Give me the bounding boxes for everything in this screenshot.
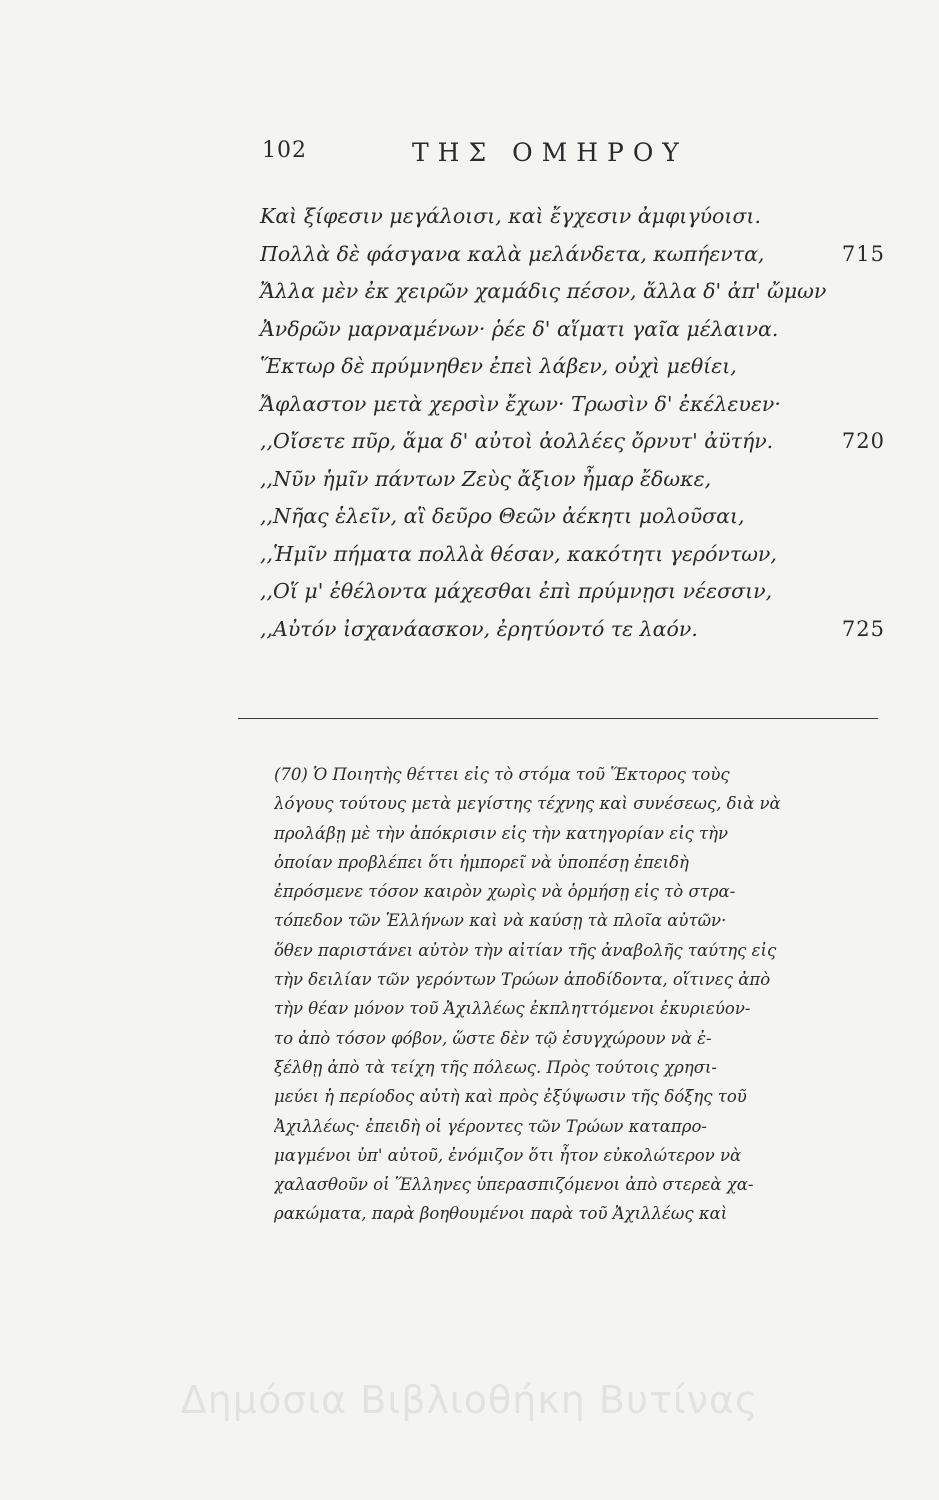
footnote-line: ὁποίαν προβλέπει ὅτι ἠμπορεῖ νὰ ὑποπέσῃ ἐπειδὴ <box>274 852 689 872</box>
running-title: ΤΗΣ ΟΜΗΡΟΥ <box>412 138 688 167</box>
footnote-line: το ἀπὸ τόσον φόβον, ὥστε δὲν τῷ ἐσυγχώρουν νὰ ἐ- <box>274 1028 712 1048</box>
verse-line <box>260 273 885 311</box>
verse-text: Πολλὰ δὲ φάσγανα καλὰ μελάνδετα, κωπήεντα, <box>260 241 765 266</box>
verse-line <box>260 423 885 461</box>
verse-block <box>260 198 885 648</box>
verse-line <box>260 236 885 274</box>
verse-line <box>260 386 885 424</box>
verse-text: ,,Αὐτόν ἰσχανάασκον, ἐρητύοντό τε λαόν. <box>260 616 698 641</box>
footnote-block <box>274 760 874 1229</box>
library-watermark: Δημόσια Βιβλιοθήκη Βυτίνας <box>180 1378 759 1422</box>
verse-text: ,,Νῆας ἑλεῖν, αἳ δεῦρο Θεῶν ἀέκητι μολοῦσαι, <box>260 504 745 528</box>
verse-text: Ἀνδρῶν μαρναμένων· ῥέε δ' αἵματι γαῖα μέλαινα. <box>260 316 779 341</box>
verse-line <box>260 498 885 536</box>
page-header <box>262 138 882 168</box>
verse-line <box>260 198 885 236</box>
verse-number: 715 <box>841 241 885 266</box>
footnote-line: τόπεδον τῶν Ἑλλήνων καὶ νὰ καύσῃ τὰ πλοῖα αὐτῶν· <box>274 911 727 931</box>
page-number: 102 <box>262 138 307 163</box>
footnote-divider <box>238 718 878 719</box>
footnote-line: ξέλθῃ ἀπὸ τὰ τείχη τῆς πόλεως. Πρὸς τούτοις χρησι- <box>274 1057 718 1077</box>
footnote-line: χαλασθοῦν οἱ Ἕλληνες ὑπερασπιζόμενοι ἀπὸ στερεὰ χα- <box>274 1175 754 1195</box>
verse-text: ,,Ἡμῖν πήματα πολλὰ θέσαν, κακότητι γερόντων, <box>260 541 777 566</box>
footnote-line: τὴν δειλίαν τῶν γερόντων Τρώων ἀποδίδοντα, οἵτινες ἀπὸ <box>274 970 771 990</box>
verse-text: ,,Οἵ μ' ἐθέλοντα μάχεσθαι ἐπὶ πρύμνῃσι νέεσσιν, <box>260 579 773 603</box>
verse-text: ,,Νῦν ἡμῖν πάντων Ζεὺς ἄξιον ἦμαρ ἔδωκε, <box>260 466 712 491</box>
verse-number: 725 <box>841 616 885 641</box>
verse-number: 720 <box>841 429 885 453</box>
verse-line <box>260 611 885 649</box>
footnote-line: λόγους τούτους μετὰ μεγίστης τέχνης καὶ συνέσεως, διὰ νὰ <box>274 794 781 814</box>
verse-text: Ἄλλα μὲν ἐκ χειρῶν χαμάδις πέσον, ἄλλα δ' ἀπ' ὤμων <box>260 279 827 303</box>
verse-line <box>260 311 885 349</box>
footnote-line: τὴν θέαν μόνον τοῦ Ἀχιλλέως ἐκπληττόμενοι ἐκυριεύον- <box>274 999 751 1019</box>
footnote-line: ρακώματα, παρὰ βοηθουμένοι παρὰ τοῦ Ἀχιλλέως καὶ <box>274 1204 728 1224</box>
verse-line <box>260 348 885 386</box>
footnote-line: ἐπρόσμενε τόσον καιρὸν χωρὶς νὰ ὁρμήσῃ εἰς τὸ στρα- <box>274 882 736 902</box>
verse-line <box>260 536 885 574</box>
footnote-line: μεύει ἡ περίοδος αὐτὴ καὶ πρὸς ἐξύψωσιν τῆς δόξης τοῦ <box>274 1087 747 1107</box>
verse-text: Καὶ ξίφεσιν μεγάλοισι, καὶ ἔγχεσιν ἀμφιγύοισι. <box>260 204 761 228</box>
verse-text: Ἄφλαστον μετὰ χερσὶν ἔχων· Τρωσὶν δ' ἐκέλευεν· <box>260 391 781 416</box>
footnote-line: (70) Ὁ Ποιητὴς θέττει εἰς τὸ στόμα τοῦ Ἕκτορος τοὺς <box>274 765 730 784</box>
footnote-line: Ἀχιλλέως· ἐπειδὴ οἱ γέροντες τῶν Τρώων καταπρο- <box>274 1116 707 1136</box>
footnote-line: προλάβῃ μὲ τὴν ἀπόκρισιν εἰς τὴν κατηγορίαν εἰς τὴν <box>274 823 729 843</box>
footnote-line: ὅθεν παριστάνει αὐτὸν τὴν αἰτίαν τῆς ἀναβολῆς ταύτης εἰς <box>274 940 777 960</box>
verse-line <box>260 573 885 611</box>
verse-line <box>260 461 885 499</box>
footnote-line: μαγμένοι ὑπ' αὐτοῦ, ἐνόμιζον ὅτι ἦτον εὐκολώτερον νὰ <box>274 1145 742 1165</box>
verse-text: ,,Οἴσετε πῦρ, ἅμα δ' αὐτοὶ ἀολλέες ὄρνυτ' ἀϋτήν. <box>260 429 774 453</box>
verse-text: Ἕκτωρ δὲ πρύμνηθεν ἐπεὶ λάβεν, οὐχὶ μεθίει, <box>260 354 737 378</box>
